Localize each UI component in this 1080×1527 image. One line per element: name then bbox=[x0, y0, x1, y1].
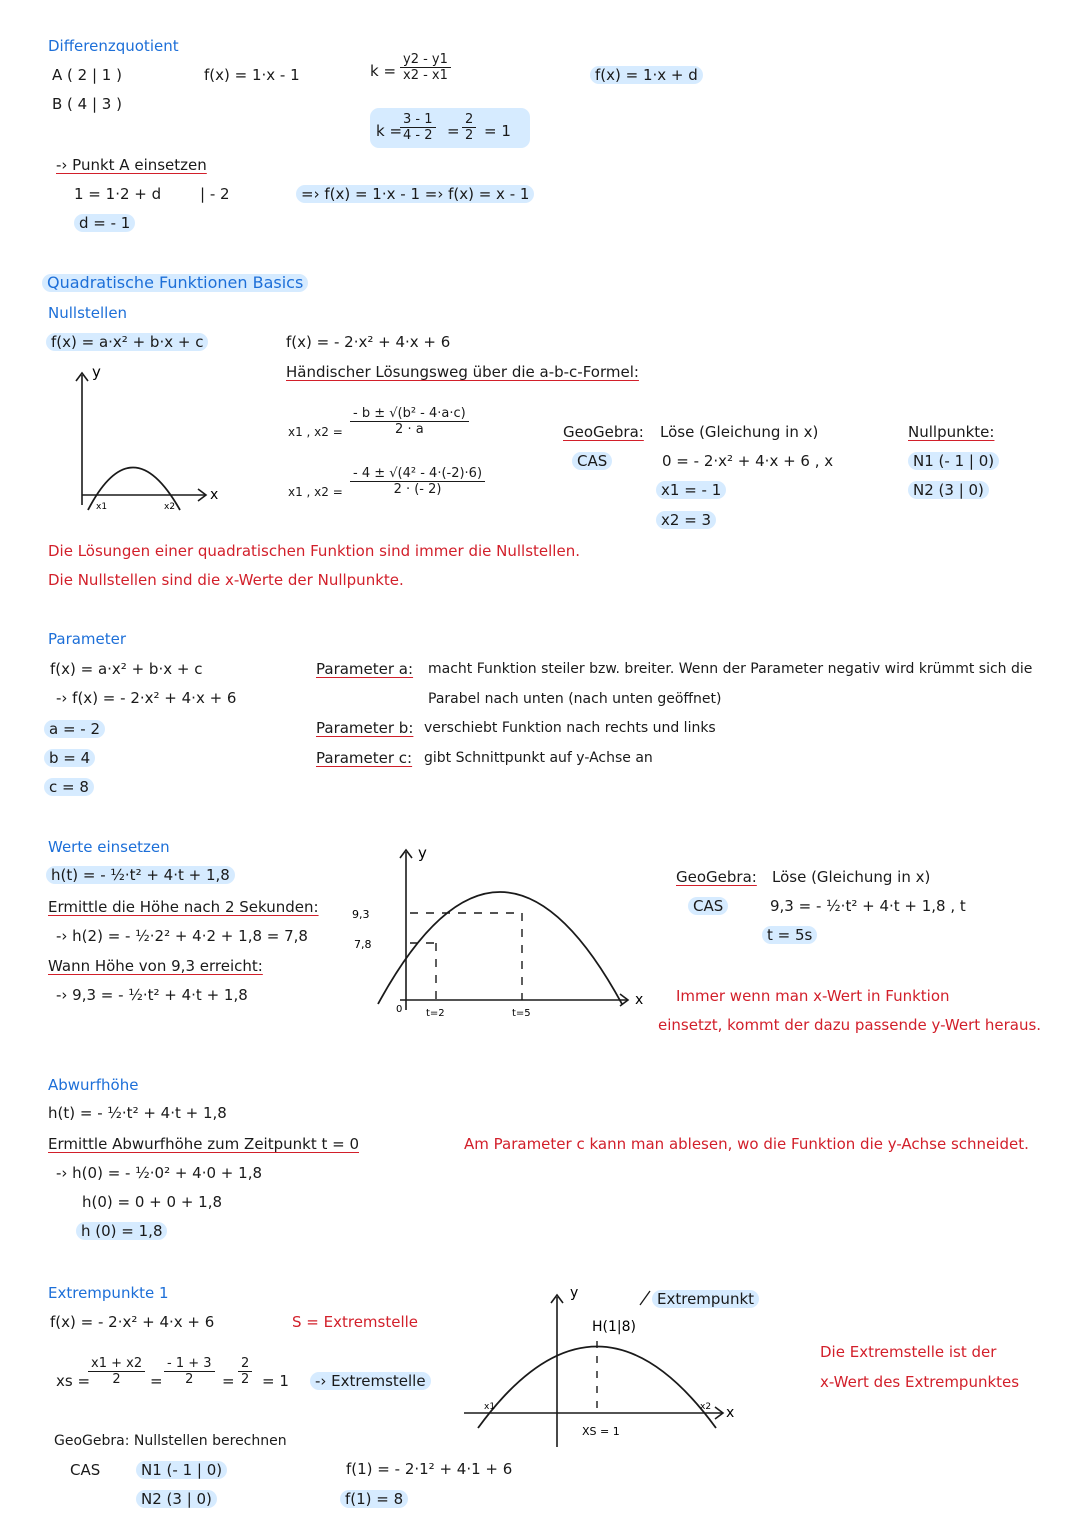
k2-equals: = bbox=[447, 122, 460, 140]
werte-ermittle: Ermittle die Höhe nach 2 Sekunden: bbox=[48, 898, 319, 916]
graph-tick-t5: t=5 bbox=[512, 1008, 531, 1019]
geogebra-label: GeoGebra: bbox=[563, 423, 644, 441]
extrem-xs-label: XS = 1 bbox=[582, 1425, 620, 1438]
fx-linear: f(x) = 1·x - 1 bbox=[204, 66, 300, 84]
x1-result: x1 = - 1 bbox=[656, 481, 726, 499]
werte-wann: Wann Höhe von 9,3 erreicht: bbox=[48, 957, 263, 975]
eq-insert: 1 = 1·2 + d bbox=[74, 185, 162, 203]
xs-num2: - 1 + 3 bbox=[164, 1356, 215, 1372]
sketch-x1-label: x1 bbox=[96, 502, 108, 512]
graph-x-label: x bbox=[635, 992, 644, 1008]
x2-result: x2 = 3 bbox=[656, 511, 716, 529]
k2-fraction2 bbox=[462, 112, 476, 143]
extrem-graph bbox=[460, 1285, 760, 1450]
param-c-value: c = 8 bbox=[44, 778, 94, 796]
extrempunkt-pointer bbox=[640, 1291, 650, 1305]
xs-equals2: = bbox=[222, 1372, 235, 1390]
cas-equation: 0 = - 2·x² + 4·x + 6 , x bbox=[662, 452, 834, 470]
height-graph bbox=[350, 840, 650, 1030]
graph-tick-t2: t=2 bbox=[426, 1008, 445, 1019]
note-ywert: einsetzt, kommt der dazu passende y-Wert heraus. bbox=[658, 1016, 1042, 1034]
extrem-y-label: y bbox=[570, 1285, 579, 1301]
abc-denominator-filled: 2 · (- 2) bbox=[393, 482, 442, 497]
abc-label2: x1 , x2 = bbox=[288, 485, 343, 499]
nullstellen-sketch bbox=[60, 365, 230, 515]
k2-label: k = bbox=[376, 122, 403, 140]
cas-equation-2: 9,3 = - ½·t² + 4·t + 1,8 , t bbox=[770, 897, 966, 915]
k2-result: = 1 bbox=[484, 122, 511, 140]
abwurf-title: Abwurfhöhe bbox=[48, 1076, 139, 1094]
param-c-label: Parameter c: bbox=[316, 749, 413, 767]
abwurf-ermittle: Ermittle Abwurfhöhe zum Zeitpunkt t = 0 bbox=[48, 1135, 359, 1153]
xs-den3: 2 bbox=[241, 1372, 250, 1387]
note-extremstelle: Die Extremstelle ist der bbox=[820, 1343, 997, 1361]
xs-label: xs = bbox=[56, 1372, 91, 1390]
param-a-text: macht Funktion steiler bzw. breiter. Wenn der Parameter negativ wird krümmt sich die bbox=[428, 661, 1033, 677]
note-parameter-c: Am Parameter c kann man ablesen, wo die Funktion die y-Achse schneidet. bbox=[464, 1135, 1029, 1153]
graph-parabola bbox=[378, 892, 622, 1004]
d-result: d = - 1 bbox=[74, 214, 135, 232]
nullpunkt-n2: N2 (3 | 0) bbox=[908, 481, 989, 499]
extrempunkt-label: Extrempunkt bbox=[652, 1290, 759, 1308]
sketch-x2-label: x2 bbox=[164, 502, 176, 512]
parameter-title: Parameter bbox=[48, 630, 127, 648]
extrem-x-label: x bbox=[726, 1405, 735, 1421]
geogebra-label-2: GeoGebra: bbox=[676, 868, 757, 886]
abc-label: x1 , x2 = bbox=[288, 425, 343, 439]
abc-numerator: - b ± √(b² - 4·a·c) bbox=[350, 406, 469, 422]
extremstelle-arrow: -› Extremstelle bbox=[310, 1372, 431, 1390]
punkt-einsetzen: -› Punkt A einsetzen bbox=[56, 156, 207, 174]
parameter-example: -› f(x) = - 2·x² + 4·x + 6 bbox=[56, 689, 237, 707]
linear-result: =› f(x) = 1·x - 1 =› f(x) = x - 1 bbox=[296, 185, 534, 203]
graph-y-label: y bbox=[418, 844, 427, 862]
sketch-y-label: y bbox=[92, 363, 101, 381]
graph-tick-93: 9,3 bbox=[352, 908, 370, 921]
k-fraction bbox=[400, 52, 451, 83]
werte-title: Werte einsetzen bbox=[48, 838, 170, 856]
extremstelle-note: S = Extremstelle bbox=[292, 1313, 419, 1331]
param-b-value: b = 4 bbox=[44, 749, 95, 767]
abwurf-ht: h(t) = - ½·t² + 4·t + 1,8 bbox=[48, 1104, 227, 1122]
xs-num1: x1 + x2 bbox=[88, 1356, 145, 1372]
abc-formula-filled bbox=[350, 466, 485, 497]
extrem-x1-label: x1 bbox=[484, 1402, 496, 1412]
k2-denominator: 4 - 2 bbox=[403, 128, 433, 143]
param-b-text: verschiebt Funktion nach rechts und links bbox=[424, 720, 716, 736]
note-xwert-extrem: x-Wert des Extrempunktes bbox=[820, 1373, 1020, 1391]
abc-denominator: 2 · a bbox=[395, 422, 424, 437]
abwurf-c2: h(0) = 0 + 0 + 1,8 bbox=[82, 1193, 223, 1211]
nullstellen-title: Nullstellen bbox=[48, 304, 128, 322]
xs-num3: 2 bbox=[238, 1356, 252, 1372]
param-b-label: Parameter b: bbox=[316, 719, 414, 737]
k-numerator: y2 - y1 bbox=[400, 52, 451, 68]
cas-badge: CAS bbox=[572, 452, 612, 470]
abc-numerator-filled: - 4 ± √(4² - 4·(-2)·6) bbox=[350, 466, 485, 482]
xs-den2: 2 bbox=[185, 1372, 194, 1387]
point-b: B ( 4 | 3 ) bbox=[52, 95, 122, 113]
parameter-general: f(x) = a·x² + b·x + c bbox=[50, 660, 203, 678]
extrem-n2: N2 (3 | 0) bbox=[136, 1490, 217, 1508]
k2-numerator2: 2 bbox=[462, 112, 476, 128]
quad-title: Quadratische Funktionen Basics bbox=[42, 274, 308, 292]
abwurf-c1: -› h(0) = - ½·0² + 4·0 + 1,8 bbox=[56, 1164, 263, 1182]
geogebra-nullstellen: GeoGebra: Nullstellen berechnen bbox=[54, 1433, 287, 1449]
cas-badge-3: CAS bbox=[70, 1461, 101, 1479]
werte-calc: -› h(2) = - ½·2² + 4·2 + 1,8 = 7,8 bbox=[56, 927, 308, 945]
k2-denominator2: 2 bbox=[465, 128, 474, 143]
extrem-fx: f(x) = - 2·x² + 4·x + 6 bbox=[50, 1313, 215, 1331]
point-a: A ( 2 | 1 ) bbox=[52, 66, 122, 84]
abc-method: Händischer Lösungsweg über die a-b-c-Formel: bbox=[286, 363, 639, 381]
cas-badge-2: CAS bbox=[688, 897, 728, 915]
xs-den1: 2 bbox=[112, 1372, 121, 1387]
werte-calc2: -› 9,3 = - ½·t² + 4·t + 1,8 bbox=[56, 986, 248, 1004]
loese-label-2: Löse (Gleichung in x) bbox=[772, 868, 931, 886]
param-c-text: gibt Schnittpunkt auf y-Achse an bbox=[424, 750, 653, 766]
note-xwert: Immer wenn man x-Wert in Funktion bbox=[676, 987, 950, 1005]
k2-fraction bbox=[400, 112, 436, 143]
nullpunkte-title: Nullpunkte: bbox=[908, 423, 995, 441]
param-a-text2: Parabel nach unten (nach unten geöffnet) bbox=[428, 691, 722, 707]
quad-fx: f(x) = - 2·x² + 4·x + 6 bbox=[286, 333, 451, 351]
diff-title: Differenzquotient bbox=[48, 37, 179, 55]
xs-fraction1 bbox=[88, 1356, 145, 1387]
nullpunkt-n1: N1 (- 1 | 0) bbox=[908, 452, 999, 470]
abc-formula bbox=[350, 406, 469, 437]
eq-op: | - 2 bbox=[200, 185, 230, 203]
f1-result: f(1) = 8 bbox=[340, 1490, 408, 1508]
fx-general: f(x) = 1·x + d bbox=[590, 66, 703, 84]
quad-general: f(x) = a·x² + b·x + c bbox=[46, 333, 208, 351]
k-label: k = bbox=[370, 62, 397, 80]
k-denominator: x2 - x1 bbox=[403, 68, 448, 83]
abwurf-c3: h (0) = 1,8 bbox=[76, 1222, 167, 1240]
extrem-title: Extrempunkte 1 bbox=[48, 1284, 169, 1302]
werte-ht: h(t) = - ½·t² + 4·t + 1,8 bbox=[46, 866, 235, 884]
param-a-label: Parameter a: bbox=[316, 660, 414, 678]
graph-origin: 0 bbox=[396, 1004, 403, 1015]
extrem-x2-label: x2 bbox=[700, 1402, 712, 1412]
xs-equals: = bbox=[150, 1372, 163, 1390]
param-a-value: a = - 2 bbox=[44, 720, 105, 738]
extrem-n1: N1 (- 1 | 0) bbox=[136, 1461, 227, 1479]
note-nullstellen: Die Nullstellen sind die x-Werte der Nullpunkte. bbox=[48, 571, 404, 589]
t-result: t = 5s bbox=[762, 926, 817, 944]
k2-numerator: 3 - 1 bbox=[400, 112, 436, 128]
xs-result: = 1 bbox=[262, 1372, 289, 1390]
extrem-h-label: H(1|8) bbox=[592, 1319, 636, 1335]
sketch-x-label: x bbox=[210, 487, 219, 503]
note-loesungen: Die Lösungen einer quadratischen Funktion sind immer die Nullstellen. bbox=[48, 542, 580, 560]
loese-label: Löse (Gleichung in x) bbox=[660, 423, 819, 441]
f1-calc: f(1) = - 2·1² + 4·1 + 6 bbox=[346, 1460, 513, 1478]
xs-fraction2 bbox=[164, 1356, 215, 1387]
xs-fraction3 bbox=[238, 1356, 252, 1387]
graph-tick-78: 7,8 bbox=[354, 938, 372, 951]
